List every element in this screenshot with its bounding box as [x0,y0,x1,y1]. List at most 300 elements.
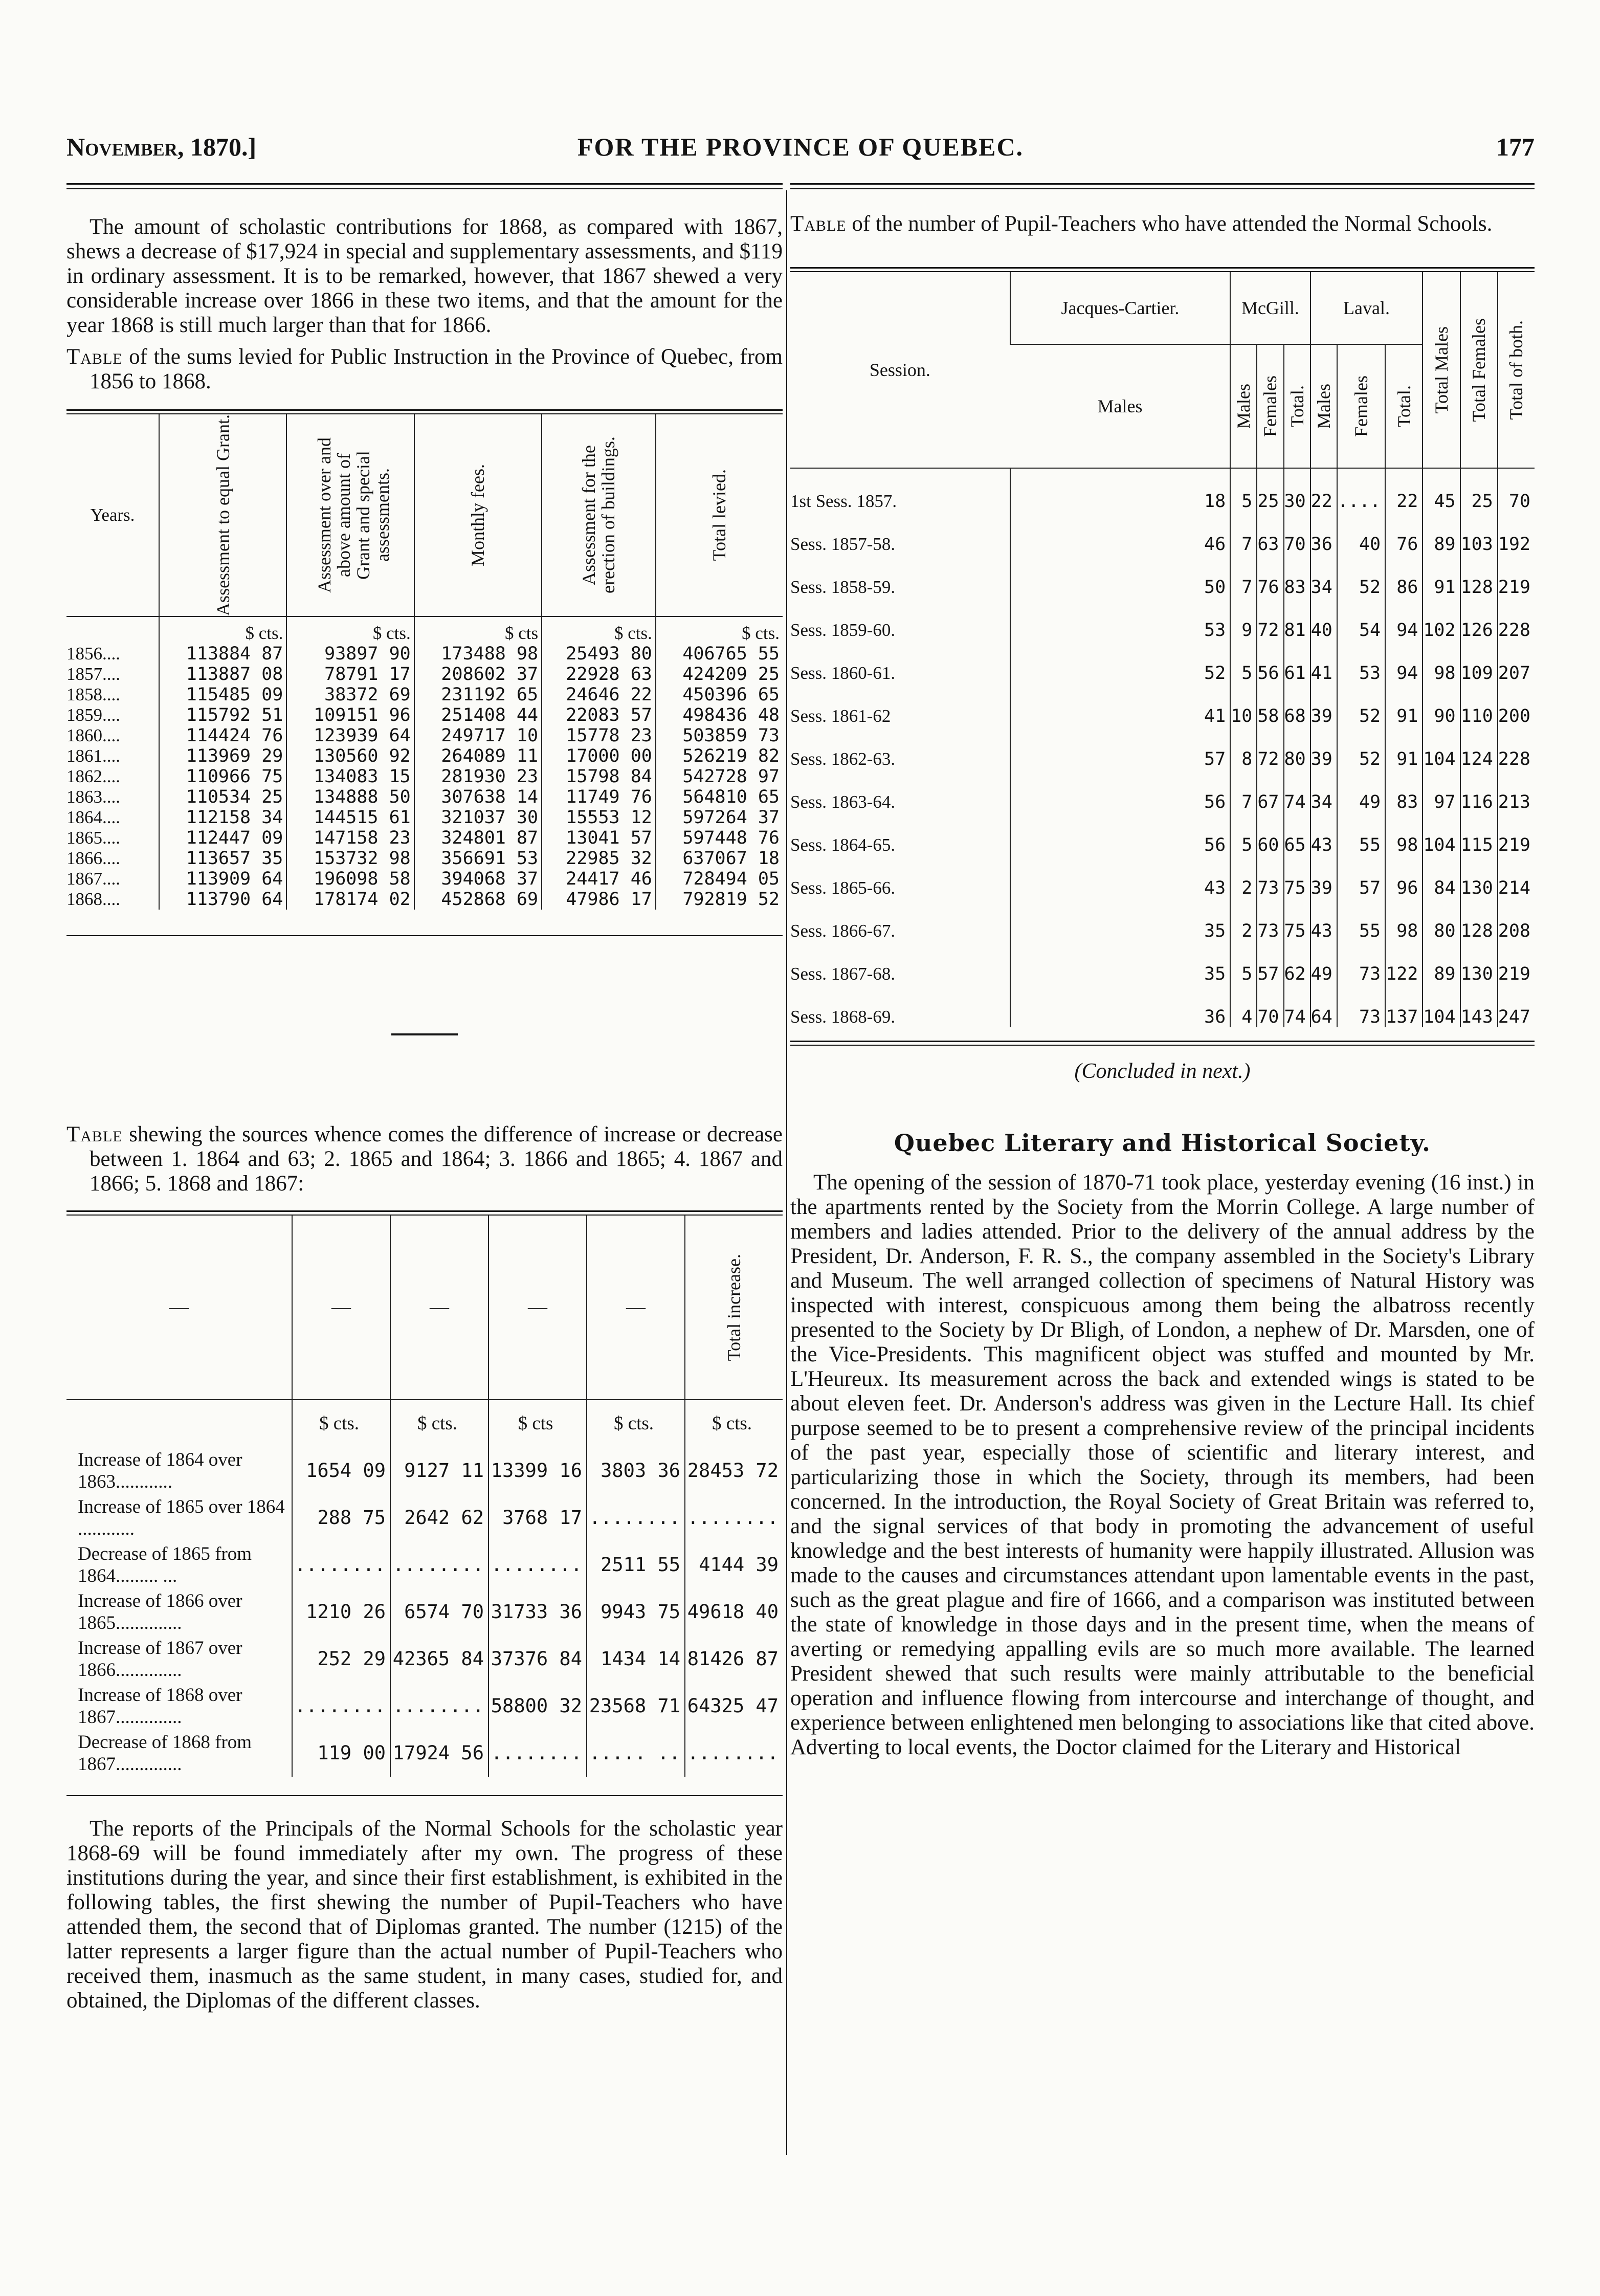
t2-cell: 116 [1460,769,1498,812]
page-number: 177 [1496,133,1535,161]
t1-cell: 22985 32 [542,848,656,869]
t3-cell: ........ [488,1541,587,1588]
t2-cell: 1st Sess. 1857. [790,491,897,511]
t2-cell: 89 [1423,941,1460,984]
t2-cell: 35 [1010,941,1230,984]
t2-header-session: Session. [790,272,1010,468]
t1-cell: 110534 25 [159,787,286,807]
t2-cell: 83 [1385,769,1423,812]
t2-cell: 5 [1230,468,1257,512]
t2-cell: .... [1337,468,1385,512]
t1-cell: 113909 64 [159,869,286,889]
t3-cell: 2642 62 [390,1494,488,1541]
t2-cell: 64 [1310,984,1337,1027]
t2-cell: 52 [1010,641,1230,683]
t2-cell: 102 [1423,598,1460,641]
t2-header-mcgill-males: Males [1230,344,1257,468]
t2-cell: 104 [1423,726,1460,769]
t1-cell: 542728 97 [656,766,783,787]
t2-cell: 55 [1337,812,1385,855]
t1-cell: 1862.... [66,766,120,786]
t1-cell: 264089 11 [414,746,542,766]
table-row [790,984,1535,1027]
column-divider [786,190,787,2155]
t2-cell: 43 [1310,812,1337,855]
t2-cell: 46 [1010,512,1230,555]
table-row [66,766,783,787]
t2-cell: 43 [1310,898,1337,941]
t2-header-jc-males: Males [1010,344,1230,468]
t2-cell: 103 [1460,512,1498,555]
table-row [66,1588,783,1636]
t2-cell: 41 [1010,683,1230,726]
t1-cell: 22083 57 [542,705,656,725]
t2-cell: 5 [1230,941,1257,984]
t2-cell: 73 [1257,898,1283,941]
intro-paragraph: The amount of scholastic contributions for 1868, as compared with 1867, shews a decrease of $17,924 in special and supplementary assessments, and $119 in ordinary assessment. It is to be remarked, however, that 1867 shewed a very considerable increase over 1866 in these two items, and that the amount for the year 1868 is still much larger than that for 1866. [66,215,783,337]
t2-cell: 126 [1460,598,1498,641]
t2-cell: 57 [1010,726,1230,769]
t1-cell: 15778 23 [542,725,656,746]
t2-header-mcgill-females: Females [1257,344,1283,468]
t3-body [66,1400,783,1777]
t2-cell: 63 [1257,512,1283,555]
table-row [66,848,783,869]
t1-cell: 47986 17 [542,889,656,910]
t2-cell: 22 [1385,468,1423,512]
t2-cell: 70 [1284,512,1310,555]
t2-cell: 75 [1284,855,1310,898]
t2-cell: 34 [1310,769,1337,812]
t2-cell: 104 [1423,984,1460,1027]
t2-cell: 247 [1498,984,1535,1027]
header-rule-right [790,183,1535,185]
t1-cell: 11749 76 [542,787,656,807]
t1-cell: 307638 14 [414,787,542,807]
t2-cell: 200 [1498,683,1535,726]
t3-cell: 2511 55 [587,1541,685,1588]
t2-cell: 55 [1337,898,1385,941]
t2-cell: 74 [1284,984,1310,1027]
t1-cell: 1859.... [66,704,120,725]
t3-cell: 9943 75 [587,1588,685,1636]
t2-cell: 10 [1230,683,1257,726]
t1-cell: 1856.... [66,643,120,664]
t2-cell: 4 [1230,984,1257,1027]
t2-cell: 75 [1284,898,1310,941]
t2-cell: 70 [1257,984,1283,1027]
t1-cell: 452868 69 [414,889,542,910]
t3-cell: 3768 17 [488,1494,587,1541]
t1-cell: 112447 09 [159,828,286,848]
table-row [790,598,1535,641]
t3-cell: ........ [292,1683,390,1730]
t2-cell: 98 [1423,641,1460,683]
t1-cell: 231192 65 [414,685,542,705]
t1-cell: 78791 17 [286,664,414,685]
normal-schools-paragraph: The reports of the Principals of the Normal Schools for the scholastic year 1868-69 will be found immediately after my own. The progress of these institutions during the year, and since their first establishment, is exhibited in the following tables, the first shewing the number of Pupil-Teachers who have attended them, the second that of Diplomas granted. The number (1215) of the latter represents a larger figure than the actual number of Pupil-Teachers who received them, inasmuch as the same student, in many cases, studied for, and obtained, the Diplomas of the different classes. [66,1816,783,2013]
t1-cell: 38372 69 [286,685,414,705]
t1-cell: 597264 37 [656,807,783,828]
t2-cell: 22 [1310,468,1337,512]
t2-cell: 98 [1385,812,1423,855]
t3-cell: 4144 39 [685,1541,783,1588]
t1-cell: 178174 02 [286,889,414,910]
t2-cell: 60 [1257,812,1283,855]
t2-cell: 56 [1010,812,1230,855]
t1-cell: 1866.... [66,848,120,868]
t1-cell: 1860.... [66,725,120,745]
t1-cell: 249717 10 [414,725,542,746]
t3-cell: 6574 70 [390,1588,488,1636]
t1-cell: 173488 98 [414,644,542,664]
table-row [66,889,783,910]
t1-cell: 1865.... [66,827,120,848]
t2-cell: 39 [1310,726,1337,769]
t2-cell: 2 [1230,855,1257,898]
t2-cell: 25 [1460,468,1498,512]
t1-cell: 324801 87 [414,828,542,848]
t2-cell: Sess. 1858-59. [790,577,896,597]
t2-group-jacques-cartier: Jacques-Cartier. [1010,272,1230,344]
t3-cell: ........ [292,1541,390,1588]
t1-cell: 113657 35 [159,848,286,869]
t3-cell: ..... .. [587,1730,685,1777]
t1-cell: 22928 63 [542,664,656,685]
section-heading: Quebec Literary and Historical Society. [894,1129,1431,1157]
t3-cell: 17924 56 [390,1730,488,1777]
t2-cell: 219 [1498,941,1535,984]
t1-cell: 113969 29 [159,746,286,766]
table1-bottom-rule [66,935,783,936]
t2-group-mcgill: McGill. [1230,272,1310,344]
t1-header-total: Total levied. [656,414,783,616]
t2-cell: 45 [1423,468,1460,512]
t1-cell: 597448 76 [656,828,783,848]
t2-cell: 57 [1337,855,1385,898]
t2-cell: 94 [1385,641,1423,683]
t3-cell: ........ [390,1541,488,1588]
t1-cell: 208602 37 [414,664,542,685]
t2-cell: Sess. 1857-58. [790,534,896,554]
t1-body [66,616,783,910]
t2-cell: 110 [1460,683,1498,726]
t2-cell: 94 [1385,598,1423,641]
t2-cell: 84 [1423,855,1460,898]
t3-cell: Increase of 1864 over 1863............ [78,1449,242,1492]
t3-cell: 31733 36 [488,1588,587,1636]
t2-cell: 52 [1337,683,1385,726]
t1-header-monthly-fees: Monthly fees. [414,414,542,616]
t2-cell: 36 [1310,512,1337,555]
t1-cell: 25493 80 [542,644,656,664]
t1-cell: 251408 44 [414,705,542,725]
t1-header-buildings: Assessment for the erection of buildings. [542,414,656,616]
t1-cell: 24417 46 [542,869,656,889]
t2-cell: 68 [1284,683,1310,726]
table2-top-rule [790,267,1535,272]
t2-cell: 91 [1385,683,1423,726]
t2-cell: 137 [1385,984,1423,1027]
t2-header-laval-females: Females [1337,344,1385,468]
t2-cell: 97 [1423,769,1460,812]
t2-cell: 73 [1337,984,1385,1027]
t3-cell: Decrease of 1865 from 1864......... ... [78,1543,252,1586]
table-row [790,898,1535,941]
t2-cell: 80 [1423,898,1460,941]
t3-cell: 288 75 [292,1494,390,1541]
t3-cell: 3803 36 [587,1447,685,1494]
t3-cell: Increase of 1868 over 1867.............. [78,1684,242,1728]
table-row [66,705,783,725]
t3-header-total: Total increase. [685,1216,783,1400]
t2-cell: 7 [1230,555,1257,598]
t2-cell: Sess. 1860-61. [790,663,896,683]
t2-cell: 91 [1423,555,1460,598]
table-row [66,746,783,766]
table-row [790,941,1535,984]
table-row [66,644,783,664]
t1-cell: 113884 87 [159,644,286,664]
t3-header-1: — [66,1216,292,1400]
t1-cell: 110966 75 [159,766,286,787]
t2-cell: 96 [1385,855,1423,898]
table3-caption-text: shewing the sources whence comes the difference of increase or decrease between 1. 1864 and 63; 2. 1865 and 1864; 3. 1866 and 1865; 4. 1867 and 1866; 5. 1868 and 1867: [90,1122,783,1196]
t3-cell: 9127 11 [390,1447,488,1494]
t2-cell: 130 [1460,941,1498,984]
t2-cell: 39 [1310,855,1337,898]
t2-header-total-males: Total Males [1423,272,1460,468]
t1-cell: 450396 65 [656,685,783,705]
table-row [790,683,1535,726]
t2-cell: 130 [1460,855,1498,898]
t2-cell: 207 [1498,641,1535,683]
t1-cell: 147158 23 [286,828,414,848]
t3-cell: 1654 09 [292,1447,390,1494]
t2-cell: 43 [1010,855,1230,898]
t1-cell: 113790 64 [159,889,286,910]
t2-cell: 219 [1498,812,1535,855]
t3-cell: ........ [685,1494,783,1541]
table1-caption [66,345,783,394]
t2-cell: Sess. 1859-60. [790,620,896,640]
t2-cell: 228 [1498,598,1535,641]
t2-cell: 57 [1257,941,1283,984]
header-date: November, 1870.] [66,133,257,161]
t1-cell: 114424 76 [159,725,286,746]
table-row [66,1447,783,1494]
t2-cell: 30 [1284,468,1310,512]
table2-caption [790,212,1535,236]
t2-cell: 34 [1310,555,1337,598]
t3-header-5: — [587,1216,685,1400]
t2-cell: 67 [1257,769,1283,812]
t2-cell: 61 [1284,641,1310,683]
t2-header-laval-total: Total. [1385,344,1423,468]
header-rule-right-2 [790,188,1535,189]
t2-cell: Sess. 1867-68. [790,964,896,984]
t3-cell: 58800 32 [488,1683,587,1730]
t2-cell: 98 [1385,898,1423,941]
t2-cell: 53 [1010,598,1230,641]
t2-header-total-both: Total of both. [1498,272,1535,468]
t1-cell: 196098 58 [286,869,414,889]
t1-cell: 17000 00 [542,746,656,766]
t2-cell: Sess. 1868-69. [790,1007,896,1027]
t2-cell: 62 [1284,941,1310,984]
t1-cell: 1861.... [66,745,120,766]
t2-cell: 41 [1310,641,1337,683]
t1-cell: 109151 96 [286,705,414,725]
table3-bottom-rule [66,1795,783,1796]
t1-cell: 728494 05 [656,869,783,889]
t1-cell: 153732 98 [286,848,414,869]
t1-cell: 113887 08 [159,664,286,685]
t3-cell: 49618 40 [685,1588,783,1636]
t1-cell: 112158 34 [159,807,286,828]
t1-header-assessment-over: Assessment over and above amount of Grant and special assessments. [286,414,414,616]
table-row [66,1636,783,1683]
t2-header-total-females: Total Females [1460,272,1498,468]
t2-cell: 76 [1257,555,1283,598]
table-row [66,1494,783,1541]
t2-body [790,468,1535,1027]
t3-header-3: — [390,1216,488,1400]
t1-cell: 93897 90 [286,644,414,664]
t2-cell: 76 [1385,512,1423,555]
t1-header-assessment-grant: Assessment to equal Grant. [159,414,286,616]
t2-cell: 58 [1257,683,1283,726]
header-rule-left [66,183,783,185]
table-row [790,641,1535,683]
t2-cell: Sess. 1865-66. [790,878,896,898]
t2-cell: 9 [1230,598,1257,641]
t2-cell: 192 [1498,512,1535,555]
t1-cell: 134083 15 [286,766,414,787]
t2-cell: 5 [1230,641,1257,683]
t1-cell: 1867.... [66,868,120,889]
t3-cell: 81426 87 [685,1636,783,1683]
t2-cell: 115 [1460,812,1498,855]
society-paragraph: The opening of the session of 1870-71 took place, yesterday evening (16 inst.) in the apartments rented by the Society from the Morrin College. A large number of members and ladies attended. Prior to the delivery of the annual address by the President, Dr. Anderson, F. R. S., the company assembled in the Society's Library and Museum. The well arranged collection of specimens of Natural History was inspected with interest, conspicuous among them being the albatross recently presented to the Society by Dr Bligh, of London, a nephew of Dr. Marsden, one of the Vice-Presidents. This magnificent object was stuffed and mounted by Mr. L'Heureux. Its measurement across the back and extended wings is stated to be about eleven feet. Dr. Anderson's address was given in the Lecture Hall. Its chief purpose seemed to be to present a comprehensive review of the principal incidents of the past year, especially those of scientific and literary interest, and particularizing those in which the Society, through its members, had been concerned. In the introduction, the Royal Society of Great Britain was referred to, and the signal services of that body in promoting the advancement of useful knowledge and the best interests of humanity were happily illustrated. Allusion was made to the causes and circumstances attendant upon lamentable events in the past, such as the great plague and fire of 1666, and a comparison was instituted between the state of knowledge in those days and in the present time, when the means of averting or remedying appalling evils are so much more available. The learned President shewed that such results were mainly attributable to the beneficial operation and influence flowing from intercourse and interchange of thought, and experience between enlightened men belonging to associations like that cited above. Adverting to local events, the Doctor claimed for the Literary and Historical [790,1171,1535,1759]
t2-cell: 2 [1230,898,1257,941]
t2-cell: 74 [1284,769,1310,812]
t2-cell: 83 [1284,555,1310,598]
t2-cell: 49 [1310,941,1337,984]
t3-cell: 42365 84 [390,1636,488,1683]
right-column [790,205,1535,2143]
table2-caption-lead: Table [790,212,847,236]
table-row [66,725,783,746]
t1-cell: 564810 65 [656,787,783,807]
t3-cell: 13399 16 [488,1447,587,1494]
t1-cell: 1858.... [66,684,120,704]
t2-cell: 56 [1010,769,1230,812]
t2-cell: 72 [1257,726,1283,769]
sources-difference-table [66,1216,783,1777]
t2-cell: 18 [1010,468,1230,512]
t3-cell: 28453 72 [685,1447,783,1494]
t3-cell: 37376 84 [488,1636,587,1683]
table-row [790,812,1535,855]
t3-cell: Increase of 1866 over 1865.............. [78,1590,242,1633]
t2-cell: 128 [1460,898,1498,941]
t2-cell: 36 [1010,984,1230,1027]
table-row [66,1541,783,1588]
t1-cell: 637067 18 [656,848,783,869]
left-column [66,205,783,2143]
t2-cell: 25 [1257,468,1283,512]
table-row [66,869,783,889]
t2-cell: 208 [1498,898,1535,941]
table-row [790,555,1535,598]
t2-cell: 8 [1230,726,1257,769]
table3-caption [66,1122,783,1196]
section-dash [391,1033,458,1035]
t1-cell: 1868.... [66,889,120,909]
t2-cell: Sess. 1861-62 [790,706,891,726]
t2-cell: 122 [1385,941,1423,984]
concluded-note: (Concluded in next.) [1074,1059,1251,1083]
table3-caption-lead: Table [66,1122,123,1146]
table-row [790,468,1535,512]
t1-cell: 15798 84 [542,766,656,787]
t2-cell: 70 [1498,468,1535,512]
t2-group-laval: Laval. [1310,272,1423,344]
t2-header-mcgill-total: Total. [1284,344,1310,468]
t2-cell: 109 [1460,641,1498,683]
table-row [66,787,783,807]
t3-cell: 64325 47 [685,1683,783,1730]
t2-cell: 81 [1284,598,1310,641]
table-row [790,512,1535,555]
table-row [790,726,1535,769]
t1-cell: 424209 25 [656,664,783,685]
t2-cell: 56 [1257,641,1283,683]
t3-cell: Increase of 1865 over 1864 ............ [78,1496,285,1539]
t2-cell: Sess. 1863-64. [790,792,896,812]
table1-caption-lead: Table [66,345,123,369]
table2-caption-text: of the number of Pupil-Teachers who have attended the Normal Schools. [852,212,1493,236]
t1-cell: 1863.... [66,786,120,807]
table2-bottom-rule [790,1041,1535,1046]
t3-cell: 1434 14 [587,1636,685,1683]
t3-header-2: — [292,1216,390,1400]
table1-top-rule [66,409,783,414]
t2-cell: 5 [1230,812,1257,855]
table1-caption-text: of the sums levied for Public Instruction in the Province of Quebec, from 1856 to 1868. [90,345,783,393]
t2-cell: 91 [1385,726,1423,769]
t3-units-row: $ cts. $ cts. $ cts $ cts. $ cts. [66,1400,783,1447]
t2-cell: 128 [1460,555,1498,598]
t1-cell: 526219 82 [656,746,783,766]
t2-cell: 104 [1423,812,1460,855]
t2-cell: Sess. 1864-65. [790,835,896,855]
t2-cell: 65 [1284,812,1310,855]
t2-cell: Sess. 1866-67. [790,921,896,941]
table3-top-rule [66,1210,783,1216]
t2-cell: 54 [1337,598,1385,641]
t3-cell: ........ [488,1730,587,1777]
t1-units-row: $ cts. $ cts. $ cts $ cts. $ cts. [66,616,783,644]
t2-cell: 72 [1257,598,1283,641]
t1-cell: 15553 12 [542,807,656,828]
table-row [790,769,1535,812]
t2-cell: 7 [1230,512,1257,555]
table-row [66,685,783,705]
t2-cell: 40 [1337,512,1385,555]
t3-cell: ........ [390,1683,488,1730]
